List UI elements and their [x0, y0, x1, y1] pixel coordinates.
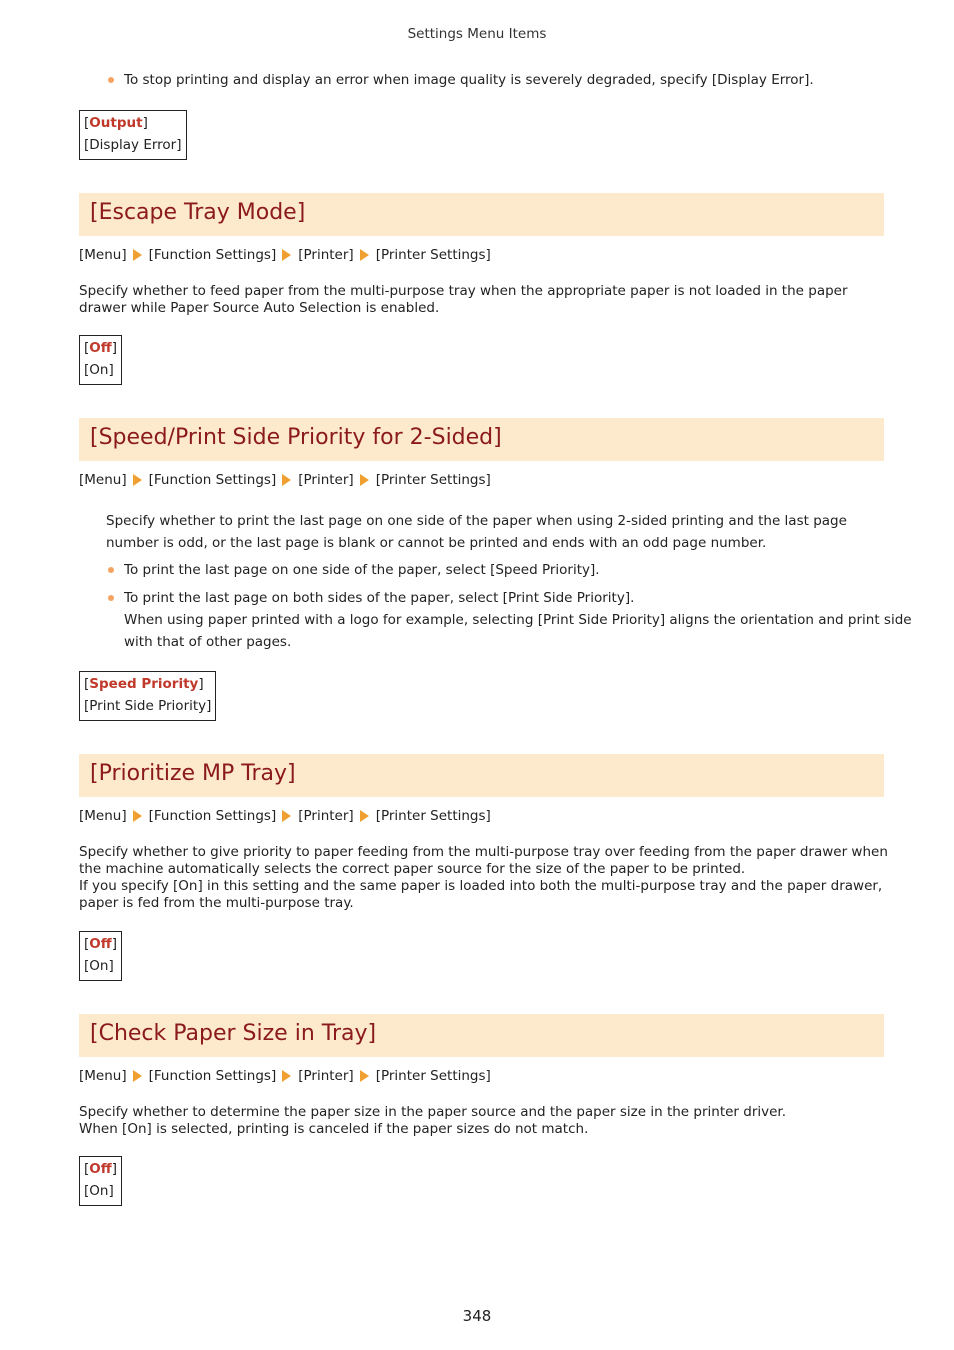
section-description-text: Specify whether to determine the paper size in the paper source and the paper size in the printer driver.	[79, 1104, 787, 1120]
breadcrumb-item: [Menu]	[79, 808, 127, 824]
triangle-right-icon	[133, 249, 142, 261]
breadcrumb-item: [Menu]	[79, 472, 127, 488]
breadcrumb-item: [Function Settings]	[148, 472, 277, 488]
triangle-right-icon	[360, 249, 369, 261]
values-other: [On]	[84, 957, 114, 974]
bullet-dot-icon	[108, 77, 114, 83]
breadcrumb	[79, 1068, 491, 1084]
breadcrumb-item: [Printer]	[298, 1068, 354, 1084]
section-description: Specify whether to feed paper from the multi-purpose tray when the appropriate paper is not loaded in the paper drawer while Paper Source Auto Selection is enabled.	[79, 283, 848, 316]
triangle-right-icon	[282, 1070, 291, 1082]
paper-size-values-box	[79, 1156, 122, 1206]
section-title: [Escape Tray Mode]	[90, 200, 306, 225]
section-description: Specify whether to print the last page on one side of the paper when using 2-sided printing and the last page number is odd, or the last page is blank or cannot be printed and ends with an odd page number.	[106, 513, 847, 551]
breadcrumb-item: [Printer Settings]	[375, 472, 491, 488]
values-default-row: [Off]	[84, 1161, 117, 1177]
section-header-prioritize-mp-tray	[79, 754, 884, 797]
breadcrumb	[79, 247, 491, 263]
triangle-right-icon	[360, 1070, 369, 1082]
bullet-text: To print the last page on one side of the paper, select [Speed Priority].	[124, 562, 600, 578]
section-header-speed-print-side	[79, 418, 884, 461]
breadcrumb-item: [Function Settings]	[148, 1068, 277, 1084]
values-default: Speed Priority	[89, 676, 199, 692]
breadcrumb-item: [Function Settings]	[148, 247, 277, 263]
output-values-box	[79, 110, 187, 160]
breadcrumb-item: [Printer Settings]	[375, 808, 491, 824]
speed-priority-values-box	[79, 671, 216, 721]
intro-bullet	[79, 69, 934, 91]
speed-priority-bullet	[79, 559, 934, 581]
triangle-right-icon	[133, 810, 142, 822]
breadcrumb-item: [Menu]	[79, 1068, 127, 1084]
values-other: [On]	[84, 361, 114, 378]
section-title: [Speed/Print Side Priority for 2-Sided]	[90, 425, 502, 450]
bullet-note: When using paper printed with a logo for example, selecting [Print Side Priority] aligns the orientation and print side with that of other pages.	[124, 612, 912, 650]
section-description-text-2: When [On] is selected, printing is canceled if the paper sizes do not match.	[79, 1121, 589, 1137]
values-default: Off	[89, 340, 112, 356]
breadcrumb-item: [Printer Settings]	[375, 1068, 491, 1084]
bullet-dot-icon	[108, 595, 114, 601]
triangle-right-icon	[282, 810, 291, 822]
triangle-right-icon	[133, 1070, 142, 1082]
page-number: 348	[462, 1307, 492, 1325]
triangle-right-icon	[360, 810, 369, 822]
breadcrumb-item: [Printer Settings]	[375, 247, 491, 263]
values-default-row: [Off]	[84, 936, 117, 952]
breadcrumb-item: [Menu]	[79, 247, 127, 263]
intro-bullet-text: To stop printing and display an error when image quality is severely degraded, specify [Display Error].	[124, 72, 814, 88]
running-header: Settings Menu Items	[407, 26, 547, 42]
breadcrumb-item: [Printer]	[298, 472, 354, 488]
values-default-row: [Speed Priority]	[84, 676, 204, 692]
section-header-escape-tray-mode	[79, 193, 884, 236]
breadcrumb-item: [Printer]	[298, 808, 354, 824]
triangle-right-icon	[360, 474, 369, 486]
values-default: Off	[89, 1161, 112, 1177]
triangle-right-icon	[282, 249, 291, 261]
breadcrumb-item: [Printer]	[298, 247, 354, 263]
print-side-priority-bullet	[79, 587, 934, 653]
values-other: [Print Side Priority]	[84, 697, 212, 714]
breadcrumb-item: [Function Settings]	[148, 808, 277, 824]
values-other: [Display Error]	[84, 136, 182, 153]
section-description-text-2: If you specify [On] in this setting and the same paper is loaded into both the multi-purpose tray and the paper drawer, paper is fed from the multi-purpose tray.	[79, 878, 883, 911]
values-default: Output	[89, 115, 143, 131]
section-description	[79, 844, 889, 912]
values-other: [On]	[84, 1182, 114, 1199]
section-header-check-paper-size	[79, 1014, 884, 1057]
mp-tray-values-box	[79, 931, 122, 981]
triangle-right-icon	[133, 474, 142, 486]
breadcrumb	[79, 808, 491, 824]
bullet-text: To print the last page on both sides of the paper, select [Print Side Priority].	[124, 590, 635, 606]
values-default: Off	[89, 936, 112, 952]
values-default-row: [Off]	[84, 340, 117, 356]
values-default-row: [Output]	[84, 115, 148, 131]
triangle-right-icon	[282, 474, 291, 486]
section-title: [Prioritize MP Tray]	[90, 761, 296, 786]
bullet-dot-icon	[108, 567, 114, 573]
breadcrumb	[79, 472, 491, 488]
escape-tray-values-box	[79, 335, 122, 385]
section-description	[79, 1104, 889, 1138]
section-title: [Check Paper Size in Tray]	[90, 1021, 377, 1046]
section-description-text: Specify whether to give priority to paper feeding from the multi-purpose tray over feeding from the paper drawer when the machine automatically selects the correct paper source for the size of the paper to be printed.	[79, 844, 888, 877]
